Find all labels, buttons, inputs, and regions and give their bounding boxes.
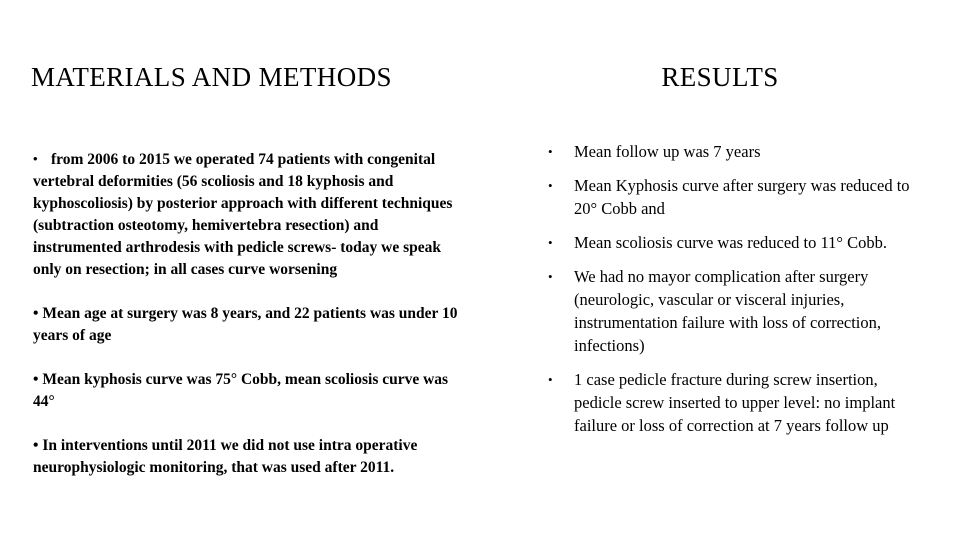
- materials-and-methods-heading: MATERIALS AND METHODS: [31, 62, 392, 92]
- left-paragraph-1: [33, 148, 461, 281]
- results-bullet-1-text: Mean follow up was 7 years: [574, 142, 761, 161]
- bullet-icon: •: [33, 437, 39, 454]
- bullet-icon: •: [33, 371, 39, 388]
- bullet-icon: •: [548, 178, 553, 193]
- results-bullet-4: [545, 265, 915, 357]
- results-heading: RESULTS: [661, 62, 779, 92]
- bullet-icon: •: [548, 372, 553, 387]
- results-bullet-1: [545, 140, 915, 163]
- left-paragraph-1-text: from 2006 to 2015 we operated 74 patients with congenital vertebral deformities (56 scoliosis and 18 kyphosis and kyphoscoliosis) by posterior approach with different techniques (subtraction osteotomy, hemivertebra resection) and instrumented arthrodesis with pedicle screws- today we speak only on resection; in all cases curve worsening: [33, 151, 453, 278]
- left-paragraph-3: [33, 369, 461, 413]
- results-bullet-5-text: 1 case pedicle fracture during screw insertion, pedicle screw inserted to upper level: no implant failure or loss of correction at 7 years follow up: [574, 370, 896, 435]
- bullet-icon: •: [33, 151, 38, 166]
- bullet-icon: •: [33, 305, 39, 322]
- results-bullet-3-text: Mean scoliosis curve was reduced to 11° Cobb.: [574, 233, 888, 252]
- results-content: [545, 140, 915, 437]
- bullet-icon: •: [548, 235, 553, 250]
- bullet-icon: •: [548, 144, 553, 159]
- left-paragraph-2: [33, 303, 461, 347]
- left-paragraph-3-text: Mean kyphosis curve was 75° Cobb, mean scoliosis curve was 44°: [33, 371, 449, 410]
- results-bullet-4-text: We had no mayor complication after surgery (neurologic, vascular or visceral injuries, instrumentation failure with loss of correction, infections): [574, 267, 882, 355]
- left-paragraph-4-text: In interventions until 2011 we did not use intra operative neurophysiologic monitoring, that was used after 2011.: [33, 437, 418, 476]
- left-paragraph-4: [33, 435, 461, 479]
- results-bullet-2: [545, 174, 915, 220]
- results-bullet-5: [545, 368, 915, 437]
- left-paragraph-2-text: Mean age at surgery was 8 years, and 22 patients was under 10 years of age: [33, 305, 458, 344]
- results-bullet-3: [545, 231, 915, 254]
- results-bullet-2-text: Mean Kyphosis curve after surgery was reduced to 20° Cobb and: [574, 176, 910, 218]
- bullet-icon: •: [548, 269, 553, 284]
- materials-and-methods-content: [33, 148, 461, 479]
